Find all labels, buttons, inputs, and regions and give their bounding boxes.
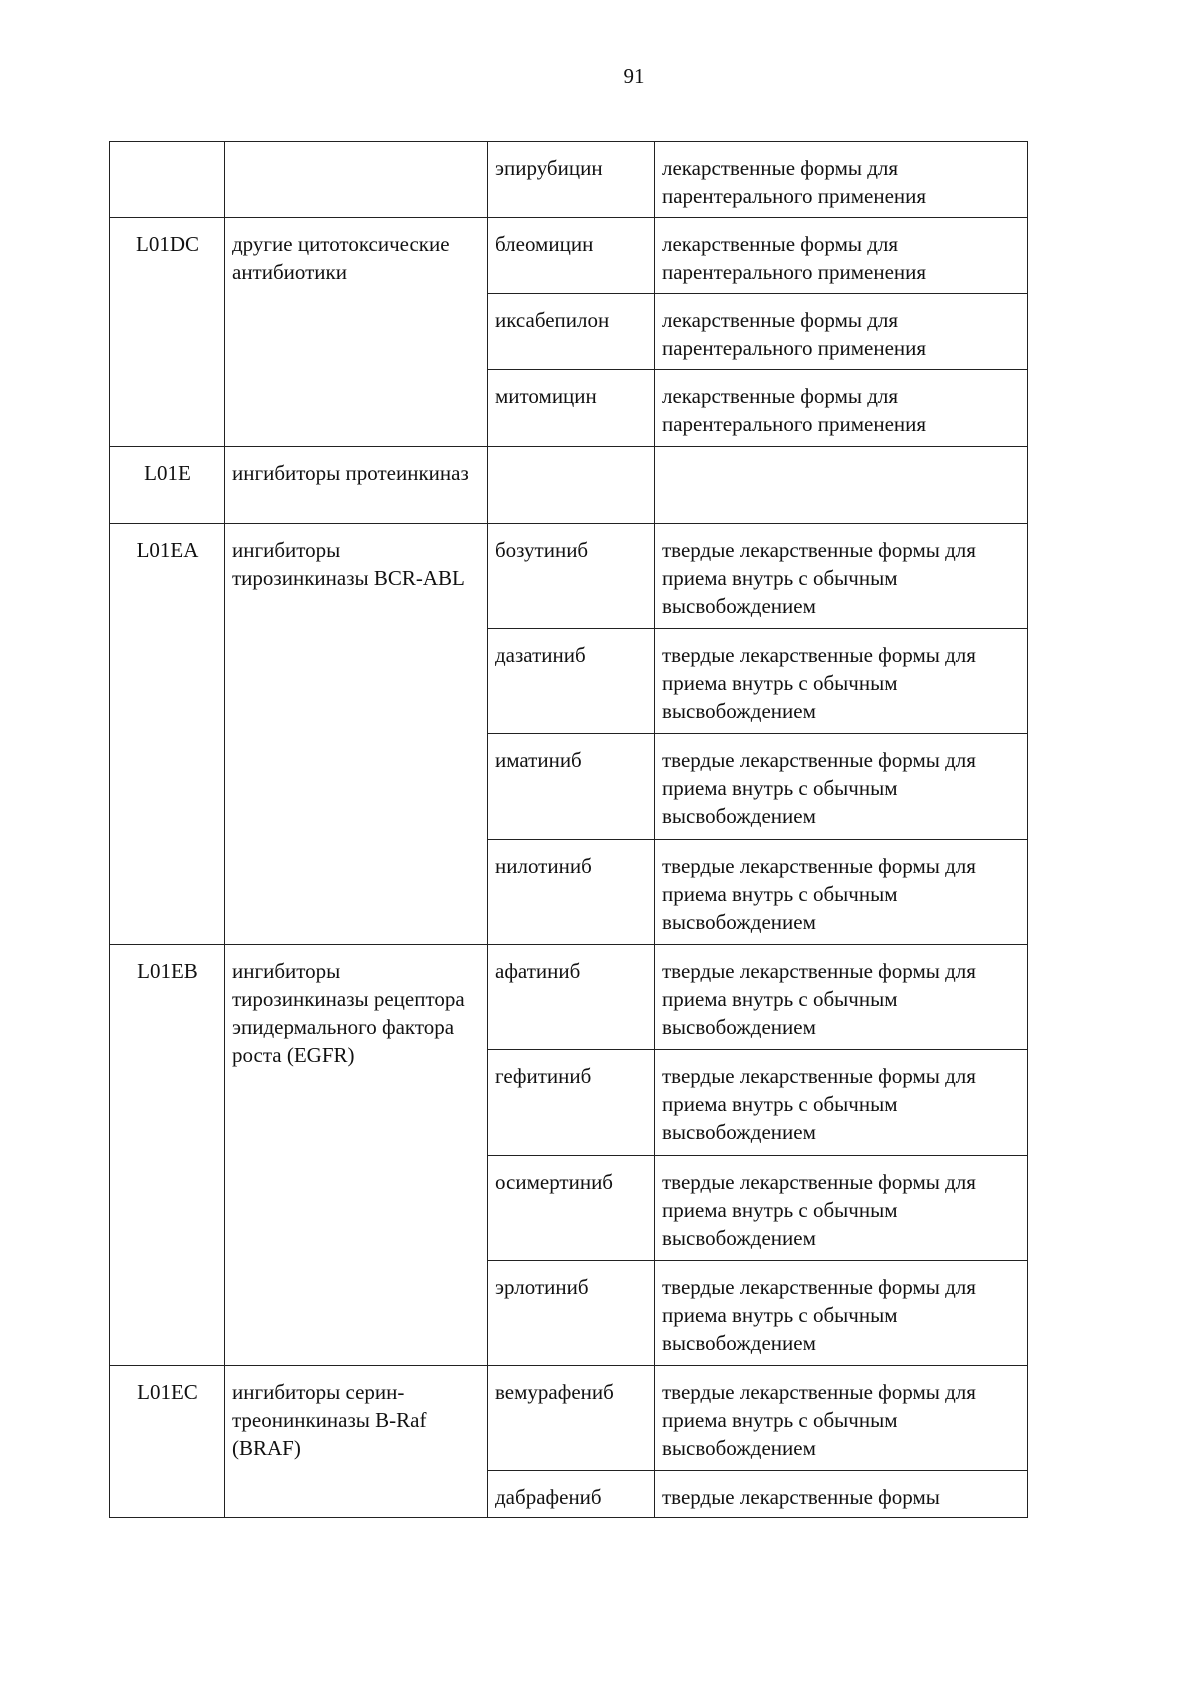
table-row (110, 524, 1028, 629)
drug-name-cell: гефитиниб (488, 1050, 655, 1156)
group-name-cell: ингибиторы протеинкиназ (225, 447, 488, 524)
table-row (110, 218, 1028, 294)
dosage-form-cell: твердые лекарственные формы для приема внутрь с обычным высвобождением (655, 945, 1028, 1050)
atc-code-cell (110, 142, 225, 218)
table-row (110, 142, 1028, 218)
atc-code-cell: L01EB (110, 945, 225, 1366)
drug-name-cell: иматиниб (488, 734, 655, 840)
atc-code-cell: L01EC (110, 1366, 225, 1518)
dosage-form-cell: твердые лекарственные формы для приема внутрь с обычным высвобождением (655, 1050, 1028, 1156)
dosage-form-cell: твердые лекарственные формы (655, 1471, 1028, 1518)
drug-name-cell: афатиниб (488, 945, 655, 1050)
drug-name-cell: вемурафениб (488, 1366, 655, 1471)
table-row (110, 945, 1028, 1050)
drug-name-cell: дазатиниб (488, 629, 655, 734)
drug-name-cell: нилотиниб (488, 840, 655, 945)
drug-name-cell: блеомицин (488, 218, 655, 294)
dosage-form-cell: твердые лекарственные формы для приема внутрь с обычным высвобождением (655, 734, 1028, 840)
page-number: 91 (623, 64, 645, 88)
dosage-form-cell: лекарственные формы для парентерального применения (655, 294, 1028, 370)
atc-code-cell: L01DC (110, 218, 225, 447)
atc-code-cell: L01E (110, 447, 225, 524)
drug-name-cell: бозутиниб (488, 524, 655, 629)
group-name-cell (225, 142, 488, 218)
drug-name-cell: эпирубицин (488, 142, 655, 218)
atc-code-cell: L01EA (110, 524, 225, 945)
drug-name-cell: митомицин (488, 370, 655, 447)
atc-drug-table (109, 141, 1028, 1518)
dosage-form-cell (655, 447, 1028, 524)
drug-name-cell: дабрафениб (488, 1471, 655, 1518)
group-name-cell: ингибиторы тирозинкиназы рецептора эпидермального фактора роста (EGFR) (225, 945, 488, 1366)
dosage-form-cell: твердые лекарственные формы для приема внутрь с обычным высвобождением (655, 840, 1028, 945)
drug-name-cell: иксабепилон (488, 294, 655, 370)
table-row (110, 1366, 1028, 1471)
dosage-form-cell: твердые лекарственные формы для приема внутрь с обычным высвобождением (655, 629, 1028, 734)
drug-name-cell (488, 447, 655, 524)
dosage-form-cell: твердые лекарственные формы для приема внутрь с обычным высвобождением (655, 1261, 1028, 1366)
drug-name-cell: осимертиниб (488, 1156, 655, 1261)
table-row (110, 447, 1028, 524)
dosage-form-cell: лекарственные формы для парентерального применения (655, 370, 1028, 447)
atc-table-body (110, 142, 1028, 1518)
dosage-form-cell: твердые лекарственные формы для приема внутрь с обычным высвобождением (655, 524, 1028, 629)
dosage-form-cell: лекарственные формы для парентерального применения (655, 142, 1028, 218)
group-name-cell: другие цитотоксические антибиотики (225, 218, 488, 447)
dosage-form-cell: лекарственные формы для парентерального применения (655, 218, 1028, 294)
group-name-cell: ингибиторы серин-треонинкиназы B-Raf (BRAF) (225, 1366, 488, 1518)
dosage-form-cell: твердые лекарственные формы для приема внутрь с обычным высвобождением (655, 1366, 1028, 1471)
drug-name-cell: эрлотиниб (488, 1261, 655, 1366)
group-name-cell: ингибиторы тирозинкиназы BCR-ABL (225, 524, 488, 945)
dosage-form-cell: твердые лекарственные формы для приема внутрь с обычным высвобождением (655, 1156, 1028, 1261)
